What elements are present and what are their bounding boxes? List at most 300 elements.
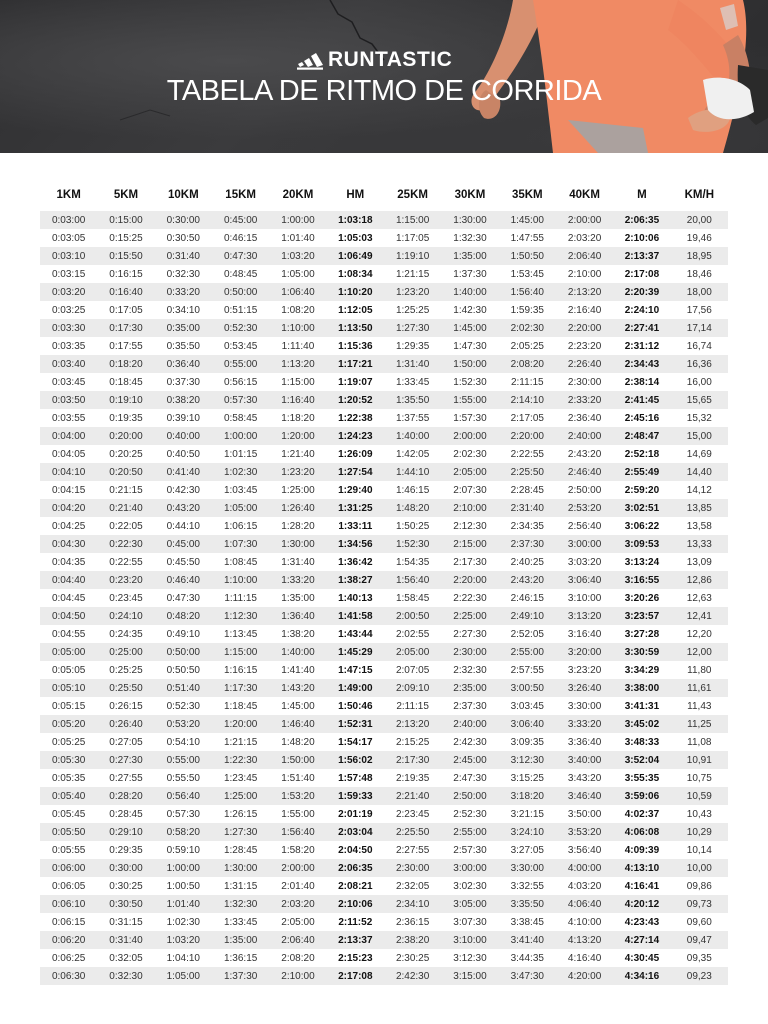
table-cell: 0:03:40 [40,355,97,373]
table-cell: 1:26:15 [212,805,269,823]
table-cell: 1:20:52 [327,391,384,409]
table-row [40,535,728,553]
table-cell: 0:04:50 [40,607,97,625]
table-cell: 2:15:25 [384,733,441,751]
table-cell: 2:19:35 [384,769,441,787]
table-cell: 0:30:25 [97,877,154,895]
table-cell: 1:36:40 [269,607,326,625]
table-cell: 0:24:35 [97,625,154,643]
table-cell: 0:51:15 [212,301,269,319]
table-cell: 0:53:20 [155,715,212,733]
table-cell: 1:18:45 [212,697,269,715]
table-row [40,805,728,823]
table-cell: 0:44:10 [155,517,212,535]
table-cell: 2:27:41 [613,319,670,337]
table-row [40,373,728,391]
table-cell: 2:57:55 [499,661,556,679]
table-cell: 1:46:40 [269,715,326,733]
table-cell: 3:02:30 [441,877,498,895]
table-cell: 2:36:15 [384,913,441,931]
table-cell: 14,69 [671,445,728,463]
table-cell: 0:04:15 [40,481,97,499]
table-cell: 2:02:55 [384,625,441,643]
table-cell: 2:05:00 [441,463,498,481]
table-cell: 0:43:20 [155,499,212,517]
table-cell: 0:16:15 [97,265,154,283]
table-cell: 0:47:30 [212,247,269,265]
table-cell: 0:04:40 [40,571,97,589]
table-cell: 2:52:05 [499,625,556,643]
table-row [40,661,728,679]
page-title: TABELA DE RITMO DE CORRIDA [166,75,602,107]
table-cell: 4:10:00 [556,913,613,931]
table-cell: 3:56:40 [556,841,613,859]
table-cell: 0:55:50 [155,769,212,787]
table-cell: 0:48:45 [212,265,269,283]
table-cell: 0:03:00 [40,211,97,229]
table-cell: 4:06:40 [556,895,613,913]
table-cell: 1:33:45 [384,373,441,391]
table-cell: 3:03:20 [556,553,613,571]
table-cell: 1:17:30 [212,679,269,697]
table-cell: 2:35:00 [441,679,498,697]
table-cell: 2:04:50 [327,841,384,859]
table-cell: 2:17:30 [384,751,441,769]
table-cell: 1:12:30 [212,607,269,625]
table-row [40,625,728,643]
table-cell: 1:11:15 [212,589,269,607]
table-cell: 0:05:15 [40,697,97,715]
table-cell: 3:06:22 [613,517,670,535]
table-cell: 3:20:26 [613,589,670,607]
table-header-row [40,183,728,211]
table-cell: 1:03:20 [155,931,212,949]
table-cell: 0:29:10 [97,823,154,841]
table-cell: 0:57:30 [155,805,212,823]
table-cell: 1:43:20 [269,679,326,697]
table-row [40,553,728,571]
table-cell: 0:03:45 [40,373,97,391]
table-cell: 2:10:00 [269,967,326,985]
table-cell: 1:32:30 [212,895,269,913]
column-header: 1KM [56,189,81,201]
table-row [40,265,728,283]
table-cell: 2:06:40 [269,931,326,949]
table-cell: 2:08:20 [499,355,556,373]
table-cell: 1:49:00 [327,679,384,697]
table-cell: 10,59 [671,787,728,805]
pace-table [40,183,728,985]
table-cell: 0:06:30 [40,967,97,985]
table-cell: 0:15:25 [97,229,154,247]
table-row [40,301,728,319]
table-cell: 2:06:35 [613,211,670,229]
table-cell: 2:45:16 [613,409,670,427]
table-row [40,859,728,877]
table-cell: 1:01:15 [212,445,269,463]
table-cell: 0:27:55 [97,769,154,787]
table-cell: 13,85 [671,499,728,517]
table-row [40,427,728,445]
table-cell: 1:22:30 [212,751,269,769]
table-cell: 3:46:40 [556,787,613,805]
table-cell: 0:17:55 [97,337,154,355]
table-cell: 1:06:15 [212,517,269,535]
pace-table-container [40,183,728,985]
table-cell: 11,61 [671,679,728,697]
table-cell: 1:31:40 [384,355,441,373]
table-cell: 4:16:40 [556,949,613,967]
table-cell: 0:22:05 [97,517,154,535]
table-cell: 2:17:08 [327,967,384,985]
table-cell: 4:00:00 [556,859,613,877]
table-cell: 0:05:50 [40,823,97,841]
table-cell: 2:00:00 [269,859,326,877]
table-cell: 3:44:35 [499,949,556,967]
table-cell: 1:38:20 [269,625,326,643]
table-cell: 1:30:00 [441,211,498,229]
table-cell: 2:00:00 [441,427,498,445]
table-cell: 2:10:00 [556,265,613,283]
table-cell: 0:56:15 [212,373,269,391]
table-cell: 1:13:45 [212,625,269,643]
table-cell: 1:12:05 [327,301,384,319]
table-cell: 1:37:30 [212,967,269,985]
table-cell: 3:41:31 [613,697,670,715]
table-cell: 3:10:00 [441,931,498,949]
table-cell: 3:16:40 [556,625,613,643]
column-header: 15KM [225,189,256,201]
table-cell: 1:03:45 [212,481,269,499]
table-cell: 1:40:00 [384,427,441,445]
table-cell: 1:55:00 [269,805,326,823]
table-cell: 2:25:00 [441,607,498,625]
table-cell: 2:23:45 [384,805,441,823]
table-cell: 1:10:00 [269,319,326,337]
column-header: 30KM [454,189,486,201]
table-cell: 2:10:06 [613,229,670,247]
table-cell: 1:50:25 [384,517,441,535]
table-cell: 1:08:34 [327,265,384,283]
table-cell: 2:46:40 [556,463,613,481]
table-cell: 0:53:45 [212,337,269,355]
table-cell: 0:58:20 [155,823,212,841]
table-cell: 3:05:00 [441,895,498,913]
table-row [40,877,728,895]
table-cell: 0:21:15 [97,481,154,499]
table-cell: 1:05:00 [155,967,212,985]
table-cell: 2:42:30 [384,967,441,985]
table-cell: 3:09:53 [613,535,670,553]
table-cell: 0:25:00 [97,643,154,661]
table-cell: 0:17:05 [97,301,154,319]
table-cell: 1:32:30 [441,229,498,247]
table-cell: 1:20:00 [212,715,269,733]
table-cell: 0:18:45 [97,373,154,391]
table-cell: 0:29:35 [97,841,154,859]
table-cell: 2:10:00 [441,499,498,517]
table-cell: 0:49:10 [155,625,212,643]
table-cell: 1:20:00 [269,427,326,445]
table-row [40,823,728,841]
table-cell: 2:03:04 [327,823,384,841]
table-cell: 0:03:50 [40,391,97,409]
table-cell: 3:55:35 [613,769,670,787]
table-cell: 1:54:17 [327,733,384,751]
table-cell: 2:38:20 [384,931,441,949]
table-cell: 10,91 [671,751,728,769]
table-cell: 0:26:40 [97,715,154,733]
table-cell: 09,86 [671,877,728,895]
column-header: 5KM [113,189,139,201]
table-cell: 10,75 [671,769,728,787]
column-header: 20KM [282,189,314,201]
table-cell: 2:15:23 [327,949,384,967]
table-cell: 0:28:45 [97,805,154,823]
table-cell: 13,09 [671,553,728,571]
table-cell: 15,65 [671,391,728,409]
table-cell: 2:00:50 [384,607,441,625]
table-cell: 0:05:45 [40,805,97,823]
table-cell: 10,14 [671,841,728,859]
column-header: HM [346,189,365,201]
table-cell: 0:06:05 [40,877,97,895]
table-cell: 1:27:30 [384,319,441,337]
table-cell: 1:28:45 [212,841,269,859]
table-row [40,463,728,481]
table-cell: 3:30:59 [613,643,670,661]
table-cell: 1:15:00 [212,643,269,661]
table-cell: 4:30:45 [613,949,670,967]
table-cell: 1:03:20 [269,247,326,265]
table-cell: 3:26:40 [556,679,613,697]
table-cell: 0:32:30 [97,967,154,985]
table-cell: 1:48:20 [384,499,441,517]
table-cell: 09,60 [671,913,728,931]
table-cell: 0:31:40 [155,247,212,265]
table-cell: 1:15:00 [384,211,441,229]
table-cell: 14,12 [671,481,728,499]
table-cell: 1:19:07 [327,373,384,391]
table-row [40,391,728,409]
table-cell: 3:30:00 [499,859,556,877]
table-cell: 2:26:40 [556,355,613,373]
table-cell: 2:21:40 [384,787,441,805]
table-cell: 1:22:38 [327,409,384,427]
table-cell: 2:07:05 [384,661,441,679]
table-cell: 18,46 [671,265,728,283]
table-cell: 1:35:50 [384,391,441,409]
table-row [40,319,728,337]
table-cell: 3:00:00 [441,859,498,877]
table-cell: 0:25:25 [97,661,154,679]
table-body [40,211,728,985]
table-row [40,949,728,967]
table-cell: 3:45:02 [613,715,670,733]
table-cell: 3:53:20 [556,823,613,841]
table-cell: 2:20:39 [613,283,670,301]
table-cell: 0:05:40 [40,787,97,805]
table-cell: 1:37:30 [441,265,498,283]
table-cell: 0:03:15 [40,265,97,283]
table-cell: 2:59:20 [613,481,670,499]
table-cell: 1:42:30 [441,301,498,319]
table-cell: 0:32:30 [155,265,212,283]
table-cell: 3:00:50 [499,679,556,697]
table-cell: 1:50:00 [269,751,326,769]
table-cell: 3:27:28 [613,625,670,643]
table-cell: 4:13:20 [556,931,613,949]
column-header: 25KM [397,189,428,201]
table-cell: 3:12:30 [499,751,556,769]
table-cell: 0:36:40 [155,355,212,373]
table-cell: 0:47:30 [155,589,212,607]
table-cell: 12,63 [671,589,728,607]
table-cell: 4:20:12 [613,895,670,913]
table-cell: 3:02:51 [613,499,670,517]
table-cell: 1:05:00 [212,499,269,517]
table-cell: 3:47:30 [499,967,556,985]
hero-banner [0,0,768,153]
table-cell: 3:09:35 [499,733,556,751]
table-cell: 10,43 [671,805,728,823]
table-cell: 2:05:00 [269,913,326,931]
table-cell: 2:03:20 [269,895,326,913]
table-cell: 1:50:50 [499,247,556,265]
table-cell: 2:20:00 [556,319,613,337]
table-cell: 1:44:10 [384,463,441,481]
table-cell: 3:34:29 [613,661,670,679]
table-cell: 0:59:10 [155,841,212,859]
table-cell: 1:04:10 [155,949,212,967]
table-cell: 0:04:20 [40,499,97,517]
table-cell: 1:18:20 [269,409,326,427]
table-cell: 4:27:14 [613,931,670,949]
table-cell: 4:16:41 [613,877,670,895]
table-cell: 2:01:19 [327,805,384,823]
table-cell: 0:51:40 [155,679,212,697]
table-cell: 2:47:30 [441,769,498,787]
table-cell: 2:06:35 [327,859,384,877]
table-cell: 2:50:00 [556,481,613,499]
table-cell: 4:13:10 [613,859,670,877]
table-cell: 0:30:00 [97,859,154,877]
table-cell: 1:17:05 [384,229,441,247]
column-header: 10KM [167,189,199,201]
table-cell: 2:27:55 [384,841,441,859]
table-cell: 0:50:00 [212,283,269,301]
table-cell: 0:31:15 [97,913,154,931]
table-cell: 2:03:20 [556,229,613,247]
table-cell: 1:31:40 [269,553,326,571]
table-cell: 13,33 [671,535,728,553]
table-row [40,571,728,589]
table-cell: 1:31:25 [327,499,384,517]
table-cell: 1:25:25 [384,301,441,319]
table-cell: 1:56:02 [327,751,384,769]
table-cell: 2:15:00 [441,535,498,553]
table-cell: 2:34:43 [613,355,670,373]
table-cell: 4:02:37 [613,805,670,823]
table-cell: 1:13:50 [327,319,384,337]
table-cell: 1:40:00 [441,283,498,301]
table-cell: 2:36:40 [556,409,613,427]
table-cell: 2:01:40 [269,877,326,895]
table-cell: 0:04:25 [40,517,97,535]
table-cell: 1:23:20 [384,283,441,301]
table-cell: 14,40 [671,463,728,481]
table-cell: 1:29:35 [384,337,441,355]
table-cell: 0:48:20 [155,607,212,625]
table-cell: 0:58:45 [212,409,269,427]
table-cell: 3:21:15 [499,805,556,823]
table-cell: 09,47 [671,931,728,949]
table-cell: 1:00:00 [155,859,212,877]
table-cell: 3:15:25 [499,769,556,787]
table-cell: 20,00 [671,211,728,229]
table-cell: 1:45:29 [327,643,384,661]
table-cell: 3:32:55 [499,877,556,895]
table-cell: 2:05:00 [384,643,441,661]
table-row [40,499,728,517]
table-cell: 0:23:45 [97,589,154,607]
table-cell: 1:59:33 [327,787,384,805]
table-cell: 2:40:25 [499,553,556,571]
table-cell: 1:28:20 [269,517,326,535]
table-cell: 1:52:30 [384,535,441,553]
table-cell: 0:16:40 [97,283,154,301]
table-cell: 1:31:15 [212,877,269,895]
table-cell: 2:30:25 [384,949,441,967]
table-cell: 0:03:20 [40,283,97,301]
table-cell: 12,86 [671,571,728,589]
table-cell: 0:04:45 [40,589,97,607]
table-cell: 13,58 [671,517,728,535]
table-cell: 2:56:40 [556,517,613,535]
table-cell: 0:50:00 [155,643,212,661]
table-cell: 11,08 [671,733,728,751]
table-row [40,697,728,715]
table-cell: 1:19:10 [384,247,441,265]
table-cell: 0:57:30 [212,391,269,409]
table-cell: 0:35:50 [155,337,212,355]
table-cell: 3:40:00 [556,751,613,769]
table-cell: 1:58:45 [384,589,441,607]
table-cell: 1:26:40 [269,499,326,517]
table-cell: 10,00 [671,859,728,877]
table-cell: 2:00:00 [556,211,613,229]
table-row [40,445,728,463]
table-cell: 1:24:23 [327,427,384,445]
table-cell: 0:05:30 [40,751,97,769]
table-row [40,895,728,913]
table-cell: 0:06:15 [40,913,97,931]
table-cell: 2:52:18 [613,445,670,463]
table-cell: 15,32 [671,409,728,427]
table-cell: 0:24:10 [97,607,154,625]
table-cell: 1:34:56 [327,535,384,553]
table-cell: 3:52:04 [613,751,670,769]
table-cell: 1:57:48 [327,769,384,787]
table-cell: 0:32:05 [97,949,154,967]
table-cell: 0:39:10 [155,409,212,427]
table-cell: 0:04:35 [40,553,97,571]
table-cell: 0:37:30 [155,373,212,391]
table-cell: 1:16:40 [269,391,326,409]
table-cell: 2:40:00 [556,427,613,445]
table-cell: 1:10:00 [212,571,269,589]
table-cell: 1:35:00 [269,589,326,607]
